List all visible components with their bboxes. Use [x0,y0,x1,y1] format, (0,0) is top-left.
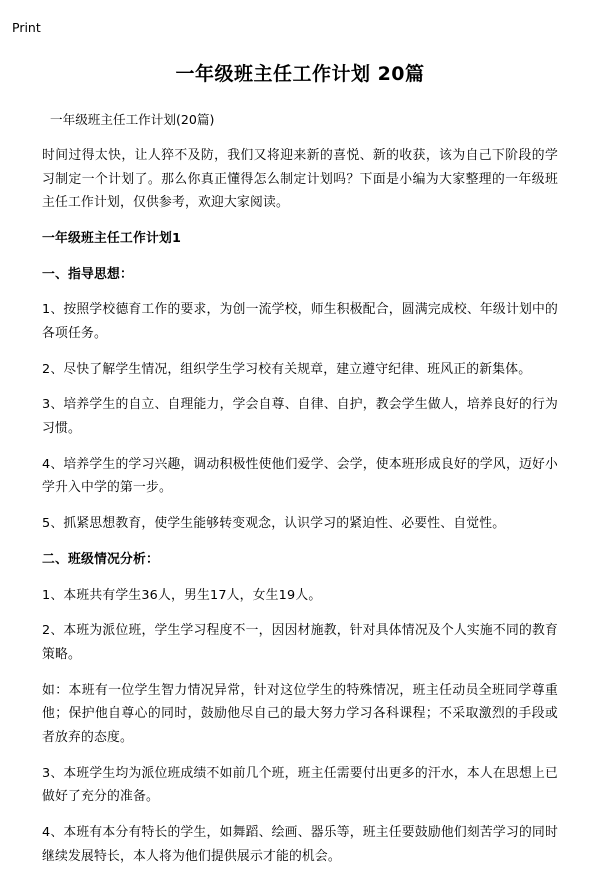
paragraph-item-2-5: 4、本班有本分有特长的学生，如舞蹈、绘画、器乐等，班主任要鼓励他们刻苦学习的同时继续发展特长，本人将为他们提供展示才能的机会。 [42,824,558,864]
document-content [42,109,558,869]
paragraph-item-1-3: 3、培养学生的自立、自理能力，学会自尊、自律、自护，教会学生做人，培养良好的行为习惯。 [42,397,558,437]
paragraph-item-1-5: 5、抓紧思想教育，使学生能够转变观念，认识学习的紧迫性、必要性、自觉性。 [42,516,506,532]
paragraph-item-2-4: 3、本班学生均为派位班成绩不如前几个班，班主任需要付出更多的汗水，本人在思想上已做好了充分的准备。 [42,765,558,805]
paragraph-item-2-2: 2、本班为派位班，学生学习程度不一，因因材施教，针对具体情况及个人实施不同的教育策略。 [42,623,558,662]
paragraph-heading-section-1: 一、指导思想： [42,266,133,282]
paragraph-item-2-3: 如：本班有一位学生智力情况异常，针对这位学生的特殊情况，班主任动员全班同学尊重他；保护他自尊心的同时，鼓励他尽自己的最大努力学习各科课程；不采取激烈的手段或者放弃的态度。 [42,682,558,745]
document-body [42,62,558,880]
page-title: 一年级班主任工作计划 20篇 [175,63,425,85]
paragraph-intro: 时间过得太快，让人猝不及防，我们又将迎来新的喜悦、新的收获，该为自己下阶段的学习制定一个计划了。那么你真正懂得怎么制定计划吗？下面是小编为大家整理的一年级班主任工作计划，仅供参考，欢迎大家阅读。 [42,148,558,211]
paragraph-heading-section-2: 二、班级情况分析： [42,551,159,567]
print-button[interactable]: Print [12,20,41,35]
paragraph-heading-plan-1: 一年级班主任工作计划1 [42,231,182,247]
paragraph-subtitle: 一年级班主任工作计划(20篇) [50,111,215,127]
paragraph-item-2-1: 1、本班共有学生36人，男生17人，女生19人。 [42,587,322,603]
paragraph-item-1-1: 1、按照学校德育工作的要求，为创一流学校，师生积极配合，圆满完成校、年级计划中的各项任务。 [42,302,558,342]
paragraph-item-1-2: 2、尽快了解学生情况，组织学生学习校有关规章，建立遵守纪律、班风正的新集体。 [42,361,532,377]
paragraph-item-1-4: 4、培养学生的学习兴趣，调动积极性使他们爱学、会学，使本班形成良好的学风，迈好小学升入中学的第一步。 [42,456,558,496]
